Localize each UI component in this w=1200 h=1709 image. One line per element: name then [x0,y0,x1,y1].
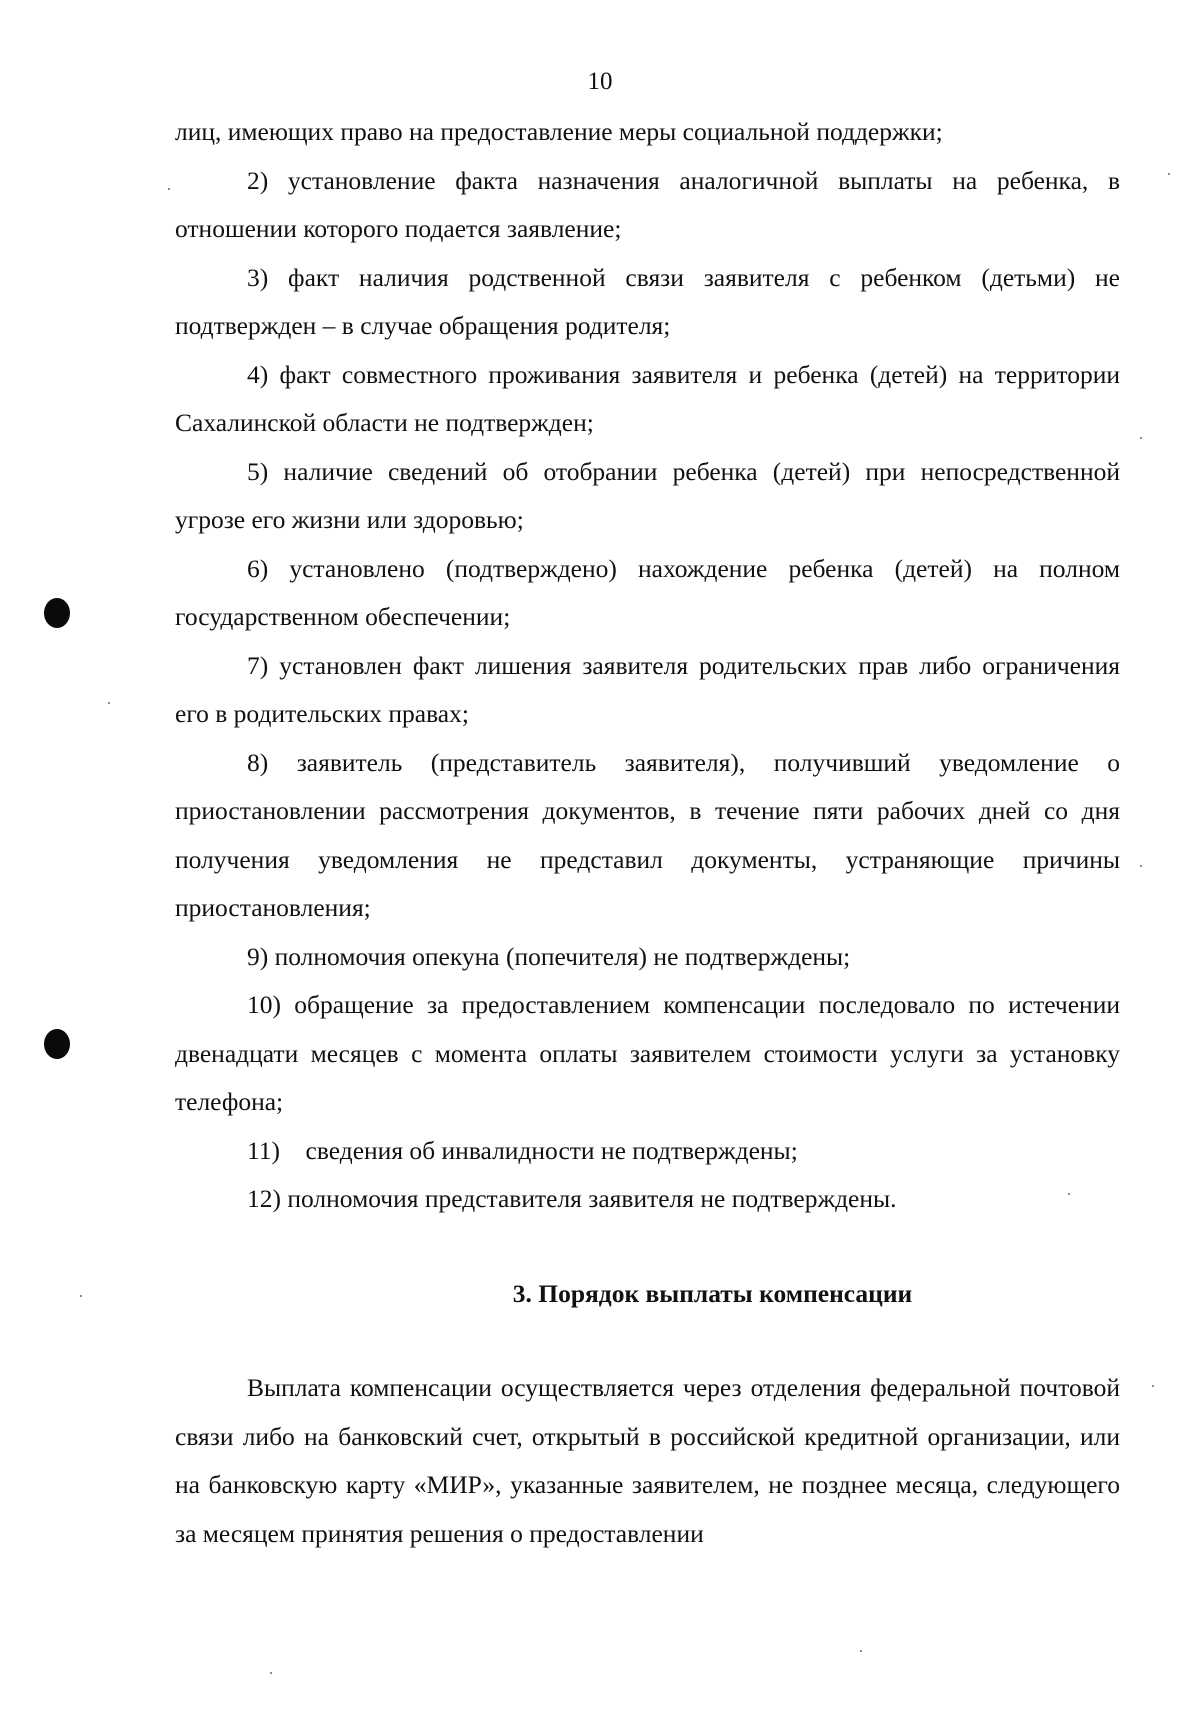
page-number: 10 [587,68,613,95]
list-item-9: 9) полномочия опекуна (попечителя) не подтверждены; [247,941,851,971]
list-item-6: 6) установлено (подтверждено) нахождение ребенка (детей) на полном государственном обеспечении; [175,553,1120,631]
scan-speck [1168,173,1170,175]
list-item-10: 10) обращение за предоставлением компенсации последовало по истечении двенадцати месяцев с момента оплаты заявителем стоимости услуги за установку телефона; [175,990,1120,1116]
scan-speck [108,702,110,704]
scan-speck [1140,865,1142,867]
section-heading: 3. Порядок выплаты компенсации [512,1278,913,1308]
section-paragraph: Выплата компенсации осуществляется через отделения федеральной почтовой связи либо на банковский счет, открытый в российской кредитной организации, или на банковскую карту «МИР», указанные заявителем, не позднее месяца, следующего за месяцем принятия решения о предоставлении [175,1373,1120,1548]
list-item-5: 5) наличие сведений об отобрании ребенка (детей) при непосредственной угрозе его жизни или здоровью; [175,456,1120,534]
list-item-3: 3) факт наличия родственной связи заявителя с ребенком (детьми) не подтвержден – в случае обращения родителя; [175,262,1120,340]
scan-speck [860,1650,862,1652]
scan-speck [168,188,170,190]
punch-hole-bottom [44,1029,70,1059]
scan-speck [1152,1385,1154,1387]
list-item-2: 2) установление факта назначения аналогичной выплаты на ребенка, в отношении которого подается заявление; [175,165,1120,243]
list-item-8: 8) заявитель (представитель заявителя), получивший уведомление о приостановлении рассмотрения документов, в течение пяти рабочих дней со дня получения уведомления не представил документы, устраняющие причины приостановления; [175,747,1120,922]
list-item-12: 12) полномочия представителя заявителя не подтверждены. [247,1184,897,1213]
punch-hole-top [44,598,70,628]
scan-speck [1068,1193,1070,1195]
document-body [175,108,1120,1558]
scan-speck [1140,437,1142,439]
list-item-4: 4) факт совместного проживания заявителя и ребенка (детей) на территории Сахалинской области не подтвержден; [175,359,1120,437]
scan-speck [80,1295,82,1297]
paragraph-continuation: лиц, имеющих право на предоставление меры социальной поддержки; [175,117,943,146]
list-item-11: 11) сведения об инвалидности не подтверждены; [247,1135,798,1165]
scan-speck [270,1672,272,1674]
list-item-7: 7) установлен факт лишения заявителя родительских прав либо ограничения его в родительских правах; [175,650,1120,728]
